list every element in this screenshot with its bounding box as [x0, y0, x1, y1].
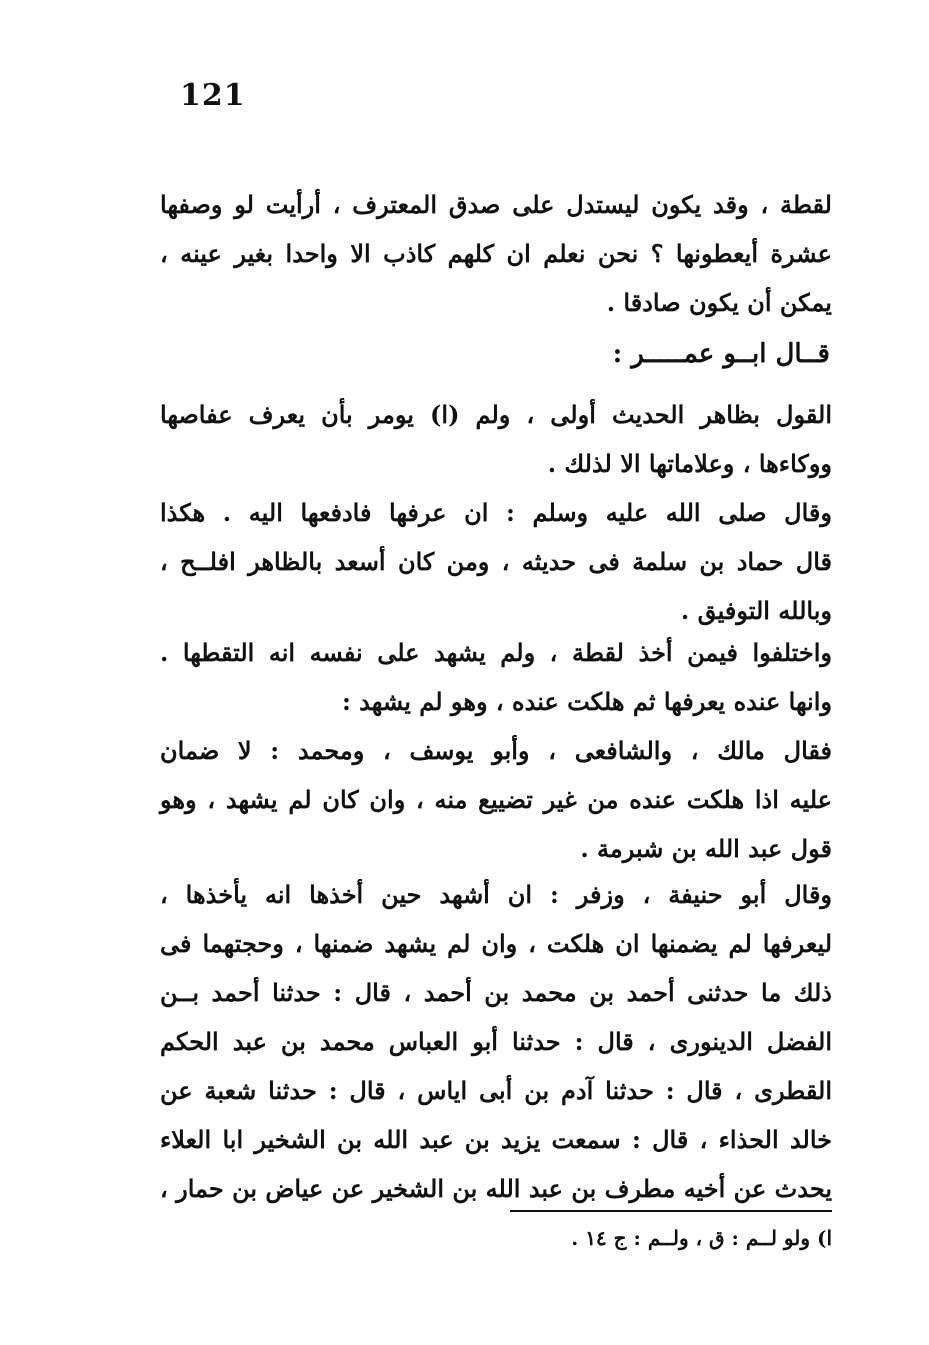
- text-line: لقطة ، وقد يكون ليستدل على صدق المعترف ، أرأيت لو وصفها: [160, 190, 832, 219]
- text-line: وبالله التوفيق .: [680, 596, 832, 625]
- text-line: عليه اذا هلكت عنده من غير تضييع منه ، وان كان لم يشهد ، وهو: [160, 785, 832, 814]
- footnote-divider: [510, 1210, 832, 1212]
- paragraph-3: [160, 488, 832, 635]
- text-line: القطرى ، قال : حدثنا آدم بن أبى اياس ، قال : حدثنا شعبة عن: [160, 1076, 832, 1105]
- page-number: 121: [180, 78, 246, 113]
- text-line: الفضل الدينورى ، قال : حدثنا أبو العباس محمد بن عبد الحكم: [160, 1027, 832, 1056]
- paragraph-2: [160, 390, 832, 488]
- text-line: ذلك ما حدثنى أحمد بن محمد بن أحمد ، قال : حدثنا أحمد بــن: [160, 978, 832, 1007]
- text-line: يحدث عن أخيه مطرف بن عبد الله بن الشخير عن عياض بن حمار ،: [160, 1174, 832, 1203]
- text-line: القول بظاهر الحديث أولى ، ولم (ا) يومر بأن يعرف عفاصها: [160, 400, 832, 429]
- text-line: يمكن أن يكون صادقا .: [606, 288, 832, 317]
- text-line: عشرة أيعطونها ؟ نحن نعلم ان كلهم كاذب الا واحدا بغير عينه ،: [160, 239, 832, 268]
- text-line: ووكاءها ، وعلاماتها الا لذلك .: [547, 449, 832, 478]
- footnote: ا) ولو لــم : ق ، ولــم : ج ١٤ .: [571, 1226, 832, 1250]
- text-line: وقال أبو حنيفة ، وزفر : ان أشهد حين أخذها انه يأخذها ،: [160, 880, 832, 909]
- text-line: ليعرفها لم يضمنها ان هلكت ، وان لم يشهد ضمنها ، وحجتهما فى: [160, 929, 832, 958]
- section-heading-block: [200, 330, 830, 379]
- paragraph-4: [160, 628, 832, 726]
- text-line: وقال صلى الله عليه وسلم : ان عرفها فادفعها اليه . هكذا: [160, 498, 832, 527]
- text-line: قال حماد بن سلمة فى حديثه ، ومن كان أسعد بالظاهر افلــح ،: [160, 547, 832, 576]
- text-line: قول عبد الله بن شبرمة .: [580, 834, 832, 863]
- paragraph-6: [160, 870, 832, 1213]
- text-line: واختلفوا فيمن أخذ لقطة ، ولم يشهد على نفسه انه التقطها .: [160, 638, 832, 667]
- paragraph-1: [160, 180, 832, 327]
- paragraph-5: [160, 726, 832, 873]
- text-line: فقال مالك ، والشافعى ، وأبو يوسف ، ومحمد : لا ضمان: [160, 736, 832, 765]
- text-line: وانها عنده يعرفها ثم هلكت عنده ، وهو لم يشهد :: [341, 687, 832, 716]
- text-line: خالد الحذاء ، قال : سمعت يزيد بن عبد الله بن الشخير ابا العلاء: [160, 1125, 832, 1154]
- section-heading: قــال ابــو عمـــــر :: [612, 339, 830, 369]
